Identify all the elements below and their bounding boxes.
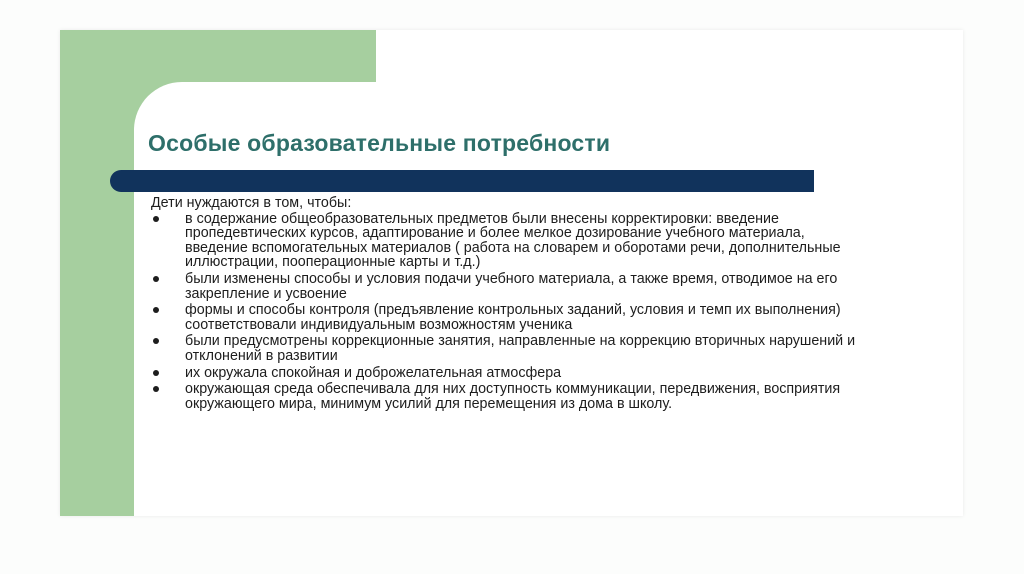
list-item xyxy=(151,212,871,270)
bullet-dot-icon xyxy=(153,386,159,392)
list-item-text: окружающая среда обеспечивала для них доступность коммуникации, передвижения, восприятия окружающего мира, минимум усилий для перемещения из дома в школу. xyxy=(185,381,841,412)
slide-body xyxy=(151,196,871,413)
slide-title: Особые образовательные потребности xyxy=(148,130,611,156)
list-item-text: были предусмотрены коррекционные занятия, направленные на коррекцию вторичных нарушений и отклонений в развитии xyxy=(185,333,856,364)
list-item-text: в содержание общеобразовательных предметов были внесены корректировки: введение пропедевтических курсов, адаптирование и более мелкое дозирование учебного материала, введение вспомогательных материалов ( работа на словарем и оборотами речи, дополнительные иллюстрации, пооперационные карты и т.д.) xyxy=(185,210,841,271)
list-item xyxy=(151,272,871,301)
list-item xyxy=(151,334,871,363)
list-item-text: формы и способы контроля (предъявление контрольных заданий, условия и темп их выполнения) соответствовали индивидуальным возможностям ученика xyxy=(185,302,841,333)
intro-text: Дети нуждаются в том, чтобы: xyxy=(151,195,352,211)
list-item-text: были изменены способы и условия подачи учебного материала, а также время, отводимое на его закрепление и усвоение xyxy=(185,270,838,302)
bullet-dot-icon xyxy=(153,370,159,376)
list-item xyxy=(151,382,871,411)
bullet-dot-icon xyxy=(153,276,159,282)
bullet-list xyxy=(151,212,871,412)
title-underline-bar xyxy=(110,170,814,192)
bullet-dot-icon xyxy=(153,307,159,313)
bullet-dot-icon xyxy=(153,216,159,222)
list-item xyxy=(151,366,871,381)
list-item xyxy=(151,303,871,332)
bullet-dot-icon xyxy=(153,338,159,344)
list-item-text: их окружала спокойная и доброжелательная атмосфера xyxy=(185,364,562,381)
slide xyxy=(60,30,963,516)
